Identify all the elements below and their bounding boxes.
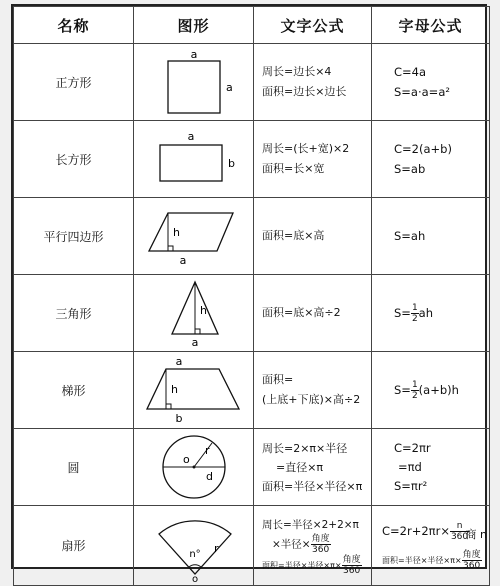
formula-line: =πd [398, 459, 422, 474]
shape-name: 长方形 [14, 121, 134, 198]
label-top: a [187, 130, 194, 143]
formula-line: 周长=(长+宽)×2 [262, 142, 350, 155]
label-h: h [199, 304, 207, 317]
formula-line: 面积=边长×边长 [262, 85, 347, 98]
label-side: a [225, 81, 233, 94]
circle-figure [134, 429, 254, 506]
right-angle-mark [166, 404, 171, 409]
label-r: r [204, 444, 210, 457]
formula-prefix: C=2r+2πr× [382, 523, 450, 538]
row-sector [14, 506, 490, 586]
formula-prefix: S= [394, 382, 411, 397]
text-formula [254, 506, 372, 586]
text-formula [254, 44, 372, 121]
formula-table [13, 6, 490, 586]
fraction-numerator: 角度 [311, 533, 330, 544]
formula-line: S=ab [394, 162, 426, 176]
text-formula [254, 121, 372, 198]
formula-line: C=2(a+b) [394, 142, 452, 156]
sector-diagram [139, 510, 249, 585]
shape-name: 梯形 [14, 352, 134, 429]
cropped-text: 商 n [465, 528, 487, 541]
fraction-numerator: 1 [411, 379, 418, 390]
formula-line [394, 380, 489, 401]
label-top: a [175, 355, 182, 368]
label-angle: n° [188, 548, 201, 560]
label-r: r [213, 541, 219, 555]
formula-line [262, 534, 371, 555]
formula-line: 周长=半径×2+2×π [262, 518, 359, 531]
formula-line: (上底+下底)×高÷2 [262, 393, 361, 406]
letter-formula [372, 198, 490, 275]
letter-formula [372, 352, 490, 429]
row-parallelogram [14, 198, 490, 275]
formula-line [262, 555, 371, 576]
header-name: 名称 [14, 7, 134, 44]
shape-name: 三角形 [14, 275, 134, 352]
formula-line: S=ah [394, 229, 426, 243]
text-formula [254, 429, 372, 506]
formula-line: 面积=半径×半径×π [262, 479, 363, 493]
formula-line [382, 550, 489, 571]
formula-suffix: (a+b)h [418, 382, 459, 397]
square-diagram [139, 47, 249, 117]
fraction-denominator: 360 [463, 560, 481, 571]
parallelogram-diagram [139, 205, 249, 267]
parallelogram-figure [134, 198, 254, 275]
text-formula [254, 352, 372, 429]
trapezoid-diagram [139, 355, 249, 425]
header-figure: 图形 [134, 7, 254, 44]
label-bottom: a [179, 254, 186, 267]
fraction-denominator: 360 [312, 544, 330, 555]
row-trapezoid [14, 352, 490, 429]
header-letter-formula: 字母公式 [372, 7, 490, 44]
fraction-denominator: 2 [411, 390, 418, 401]
shape-name: 平行四边形 [14, 198, 134, 275]
label-o: o [182, 453, 190, 466]
fraction [342, 555, 362, 576]
fraction [462, 550, 482, 571]
fraction [411, 303, 419, 324]
letter-formula [372, 429, 490, 506]
square-figure [134, 44, 254, 121]
fraction-denominator: 360 [450, 531, 469, 542]
circle-diagram [139, 432, 249, 502]
label-side: b [227, 157, 235, 170]
formula-line: S=a·a=a² [394, 85, 450, 99]
fraction [411, 380, 419, 401]
letter-formula [372, 121, 490, 198]
formula-line: 面积=底×高÷2 [262, 306, 341, 319]
shape-name: 扇形 [14, 506, 134, 586]
formula-line [394, 303, 489, 324]
row-rectangle [14, 121, 490, 198]
formula-prefix: 面积=半径×半径×π× [262, 560, 342, 570]
shape-name: 圆 [14, 429, 134, 506]
fraction-numerator: n [450, 521, 469, 532]
label-d: d [205, 470, 213, 483]
formula-prefix: S= [394, 305, 411, 320]
formula-line: 周长=边长×4 [262, 65, 332, 78]
triangle-diagram [139, 278, 249, 348]
formula-line: 周长=2×π×半径 [262, 441, 348, 455]
triangle-figure [134, 275, 254, 352]
header-text-formula: 文字公式 [254, 7, 372, 44]
rectangle-shape [160, 145, 222, 181]
letter-formula [372, 506, 490, 586]
letter-formula [372, 44, 490, 121]
formula-line: 面积= [262, 373, 294, 386]
label-bottom: a [191, 336, 198, 349]
shape-name: 正方形 [14, 44, 134, 121]
rectangle-figure [134, 121, 254, 198]
formula-line: C=2πr [394, 440, 431, 455]
center-point [192, 466, 195, 469]
fraction-denominator: 2 [411, 313, 418, 324]
trapezoid-shape [147, 369, 239, 409]
rectangle-diagram [139, 129, 249, 189]
label-top: a [190, 48, 197, 61]
fraction-numerator: 1 [411, 302, 418, 313]
parallelogram-shape [149, 213, 233, 251]
trapezoid-figure [134, 352, 254, 429]
fraction-numerator: 角度 [462, 549, 481, 560]
row-triangle [14, 275, 490, 352]
fraction [311, 534, 331, 555]
label-o: o [191, 573, 198, 585]
formula-line: S=πr² [394, 478, 428, 493]
header-row [14, 7, 490, 44]
formula-sheet [11, 4, 487, 585]
sector-shape [159, 520, 231, 573]
formula-line: C=4a [394, 65, 427, 79]
right-angle-mark [195, 329, 200, 334]
square-shape [168, 61, 220, 113]
text-formula [254, 275, 372, 352]
row-circle [14, 429, 490, 506]
text-formula [254, 198, 372, 275]
label-bottom: b [175, 412, 182, 425]
row-square [14, 44, 490, 121]
formula-line: =直径×π [276, 460, 324, 474]
formula-prefix: ×半径× [272, 538, 311, 550]
fraction-numerator: 角度 [342, 554, 361, 565]
label-h: h [170, 383, 178, 396]
right-angle-mark [168, 246, 173, 251]
formula-prefix: 面积=半径×半径×π× [382, 555, 462, 565]
letter-formula [372, 275, 490, 352]
formula-line: 面积=长×宽 [262, 162, 325, 175]
label-h: h [172, 226, 180, 239]
fraction-denominator: 360 [343, 565, 361, 576]
formula-line: 面积=底×高 [262, 229, 325, 242]
angle-arc [189, 564, 201, 566]
formula-suffix: ah [418, 305, 434, 320]
sector-figure [134, 506, 254, 586]
